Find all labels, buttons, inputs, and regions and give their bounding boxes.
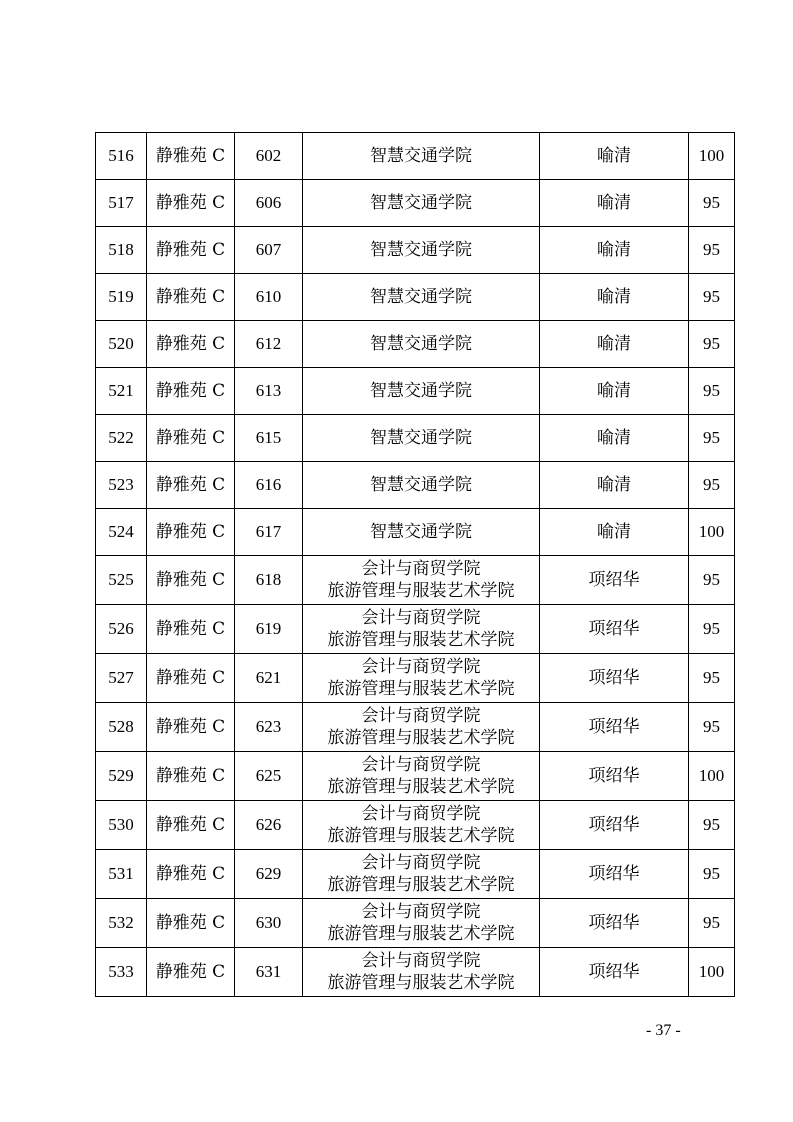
manager-cell: 喻清 xyxy=(540,462,689,509)
college-cell xyxy=(303,556,540,605)
manager-cell: 项绍华 xyxy=(540,752,689,801)
room-number-cell: 607 xyxy=(235,227,303,274)
score-cell: 95 xyxy=(689,899,735,948)
manager-cell: 喻清 xyxy=(540,180,689,227)
score-cell: 95 xyxy=(689,801,735,850)
college-cell xyxy=(303,509,540,556)
score-cell: 100 xyxy=(689,752,735,801)
building-cell: 静雅苑 C xyxy=(147,180,235,227)
room-number-cell: 630 xyxy=(235,899,303,948)
room-number-cell: 626 xyxy=(235,801,303,850)
score-cell: 95 xyxy=(689,321,735,368)
score-cell: 100 xyxy=(689,948,735,997)
building-cell: 静雅苑 C xyxy=(147,556,235,605)
building-cell: 静雅苑 C xyxy=(147,605,235,654)
college-name: 智慧交通学院 xyxy=(370,193,472,213)
score-cell: 100 xyxy=(689,133,735,180)
college-name: 会计与商贸学院 xyxy=(361,706,481,726)
room-number-cell: 610 xyxy=(235,274,303,321)
table-row xyxy=(96,274,735,321)
building-cell: 静雅苑 C xyxy=(147,509,235,556)
table-row xyxy=(96,703,735,752)
manager-cell: 喻清 xyxy=(540,274,689,321)
row-number-cell: 523 xyxy=(96,462,147,509)
college-name: 智慧交通学院 xyxy=(370,475,472,495)
room-number-cell: 612 xyxy=(235,321,303,368)
table-row xyxy=(96,556,735,605)
college-name: 智慧交通学院 xyxy=(370,428,472,448)
college-name: 旅游管理与服装艺术学院 xyxy=(327,728,515,748)
building-cell: 静雅苑 C xyxy=(147,899,235,948)
row-number-cell: 525 xyxy=(96,556,147,605)
room-number-cell: 602 xyxy=(235,133,303,180)
manager-cell: 项绍华 xyxy=(540,703,689,752)
row-number-cell: 517 xyxy=(96,180,147,227)
college-cell xyxy=(303,899,540,948)
college-cell xyxy=(303,801,540,850)
manager-cell: 项绍华 xyxy=(540,556,689,605)
college-name: 旅游管理与服装艺术学院 xyxy=(327,826,515,846)
college-cell xyxy=(303,850,540,899)
room-number-cell: 606 xyxy=(235,180,303,227)
college-name: 旅游管理与服装艺术学院 xyxy=(327,581,515,601)
room-number-cell: 631 xyxy=(235,948,303,997)
college-name: 智慧交通学院 xyxy=(370,522,472,542)
building-cell: 静雅苑 C xyxy=(147,948,235,997)
manager-cell: 项绍华 xyxy=(540,654,689,703)
building-cell: 静雅苑 C xyxy=(147,654,235,703)
manager-cell: 喻清 xyxy=(540,227,689,274)
building-cell: 静雅苑 C xyxy=(147,321,235,368)
row-number-cell: 522 xyxy=(96,415,147,462)
table-row xyxy=(96,948,735,997)
manager-cell: 项绍华 xyxy=(540,948,689,997)
college-cell xyxy=(303,752,540,801)
room-number-cell: 613 xyxy=(235,368,303,415)
table-row xyxy=(96,752,735,801)
room-number-cell: 619 xyxy=(235,605,303,654)
table-row xyxy=(96,133,735,180)
college-cell xyxy=(303,605,540,654)
dormitory-score-table xyxy=(95,132,735,997)
college-name: 会计与商贸学院 xyxy=(361,755,481,775)
building-cell: 静雅苑 C xyxy=(147,227,235,274)
college-cell xyxy=(303,368,540,415)
college-name: 旅游管理与服装艺术学院 xyxy=(327,924,515,944)
page-number: - 37 - xyxy=(646,1022,681,1039)
manager-cell: 喻清 xyxy=(540,368,689,415)
table-row xyxy=(96,368,735,415)
table-row xyxy=(96,227,735,274)
college-name: 旅游管理与服装艺术学院 xyxy=(327,973,515,993)
score-cell: 95 xyxy=(689,368,735,415)
college-name: 旅游管理与服装艺术学院 xyxy=(327,777,515,797)
college-cell xyxy=(303,133,540,180)
college-name: 会计与商贸学院 xyxy=(361,657,481,677)
score-cell: 95 xyxy=(689,227,735,274)
college-cell xyxy=(303,948,540,997)
score-cell: 95 xyxy=(689,180,735,227)
table-row xyxy=(96,801,735,850)
manager-cell: 项绍华 xyxy=(540,605,689,654)
building-cell: 静雅苑 C xyxy=(147,368,235,415)
college-cell xyxy=(303,180,540,227)
college-name: 智慧交通学院 xyxy=(370,146,472,166)
score-cell: 95 xyxy=(689,462,735,509)
college-name: 智慧交通学院 xyxy=(370,287,472,307)
table-row xyxy=(96,509,735,556)
college-cell xyxy=(303,227,540,274)
building-cell: 静雅苑 C xyxy=(147,801,235,850)
row-number-cell: 526 xyxy=(96,605,147,654)
row-number-cell: 530 xyxy=(96,801,147,850)
table-row xyxy=(96,415,735,462)
table-row xyxy=(96,462,735,509)
college-cell xyxy=(303,703,540,752)
college-name: 会计与商贸学院 xyxy=(361,951,481,971)
manager-cell: 喻清 xyxy=(540,509,689,556)
college-cell xyxy=(303,321,540,368)
manager-cell: 喻清 xyxy=(540,321,689,368)
college-name: 旅游管理与服装艺术学院 xyxy=(327,630,515,650)
building-cell: 静雅苑 C xyxy=(147,274,235,321)
college-name: 会计与商贸学院 xyxy=(361,902,481,922)
score-cell: 95 xyxy=(689,850,735,899)
college-cell xyxy=(303,415,540,462)
room-number-cell: 616 xyxy=(235,462,303,509)
building-cell: 静雅苑 C xyxy=(147,133,235,180)
college-name: 智慧交通学院 xyxy=(370,381,472,401)
row-number-cell: 528 xyxy=(96,703,147,752)
room-number-cell: 621 xyxy=(235,654,303,703)
table-row xyxy=(96,180,735,227)
college-name: 会计与商贸学院 xyxy=(361,608,481,628)
college-name: 旅游管理与服装艺术学院 xyxy=(327,679,515,699)
manager-cell: 项绍华 xyxy=(540,801,689,850)
manager-cell: 喻清 xyxy=(540,415,689,462)
table-row xyxy=(96,321,735,368)
college-cell xyxy=(303,654,540,703)
row-number-cell: 529 xyxy=(96,752,147,801)
row-number-cell: 518 xyxy=(96,227,147,274)
building-cell: 静雅苑 C xyxy=(147,752,235,801)
table-row xyxy=(96,850,735,899)
score-cell: 95 xyxy=(689,415,735,462)
building-cell: 静雅苑 C xyxy=(147,703,235,752)
college-name: 智慧交通学院 xyxy=(370,240,472,260)
row-number-cell: 516 xyxy=(96,133,147,180)
college-name: 会计与商贸学院 xyxy=(361,804,481,824)
manager-cell: 项绍华 xyxy=(540,850,689,899)
room-number-cell: 629 xyxy=(235,850,303,899)
table-row xyxy=(96,899,735,948)
score-cell: 95 xyxy=(689,605,735,654)
room-number-cell: 625 xyxy=(235,752,303,801)
dormitory-score-table-container xyxy=(95,132,734,997)
row-number-cell: 524 xyxy=(96,509,147,556)
college-cell xyxy=(303,274,540,321)
row-number-cell: 521 xyxy=(96,368,147,415)
manager-cell: 喻清 xyxy=(540,133,689,180)
row-number-cell: 527 xyxy=(96,654,147,703)
score-cell: 95 xyxy=(689,274,735,321)
room-number-cell: 618 xyxy=(235,556,303,605)
college-cell xyxy=(303,462,540,509)
building-cell: 静雅苑 C xyxy=(147,462,235,509)
room-number-cell: 615 xyxy=(235,415,303,462)
row-number-cell: 533 xyxy=(96,948,147,997)
row-number-cell: 520 xyxy=(96,321,147,368)
room-number-cell: 617 xyxy=(235,509,303,556)
table-row xyxy=(96,654,735,703)
college-name: 旅游管理与服装艺术学院 xyxy=(327,875,515,895)
college-name: 智慧交通学院 xyxy=(370,334,472,354)
score-cell: 100 xyxy=(689,509,735,556)
row-number-cell: 531 xyxy=(96,850,147,899)
row-number-cell: 519 xyxy=(96,274,147,321)
college-name: 会计与商贸学院 xyxy=(361,559,481,579)
college-name: 会计与商贸学院 xyxy=(361,853,481,873)
score-cell: 95 xyxy=(689,703,735,752)
manager-cell: 项绍华 xyxy=(540,899,689,948)
row-number-cell: 532 xyxy=(96,899,147,948)
table-body xyxy=(96,133,735,997)
room-number-cell: 623 xyxy=(235,703,303,752)
score-cell: 95 xyxy=(689,654,735,703)
building-cell: 静雅苑 C xyxy=(147,850,235,899)
table-row xyxy=(96,605,735,654)
building-cell: 静雅苑 C xyxy=(147,415,235,462)
score-cell: 95 xyxy=(689,556,735,605)
